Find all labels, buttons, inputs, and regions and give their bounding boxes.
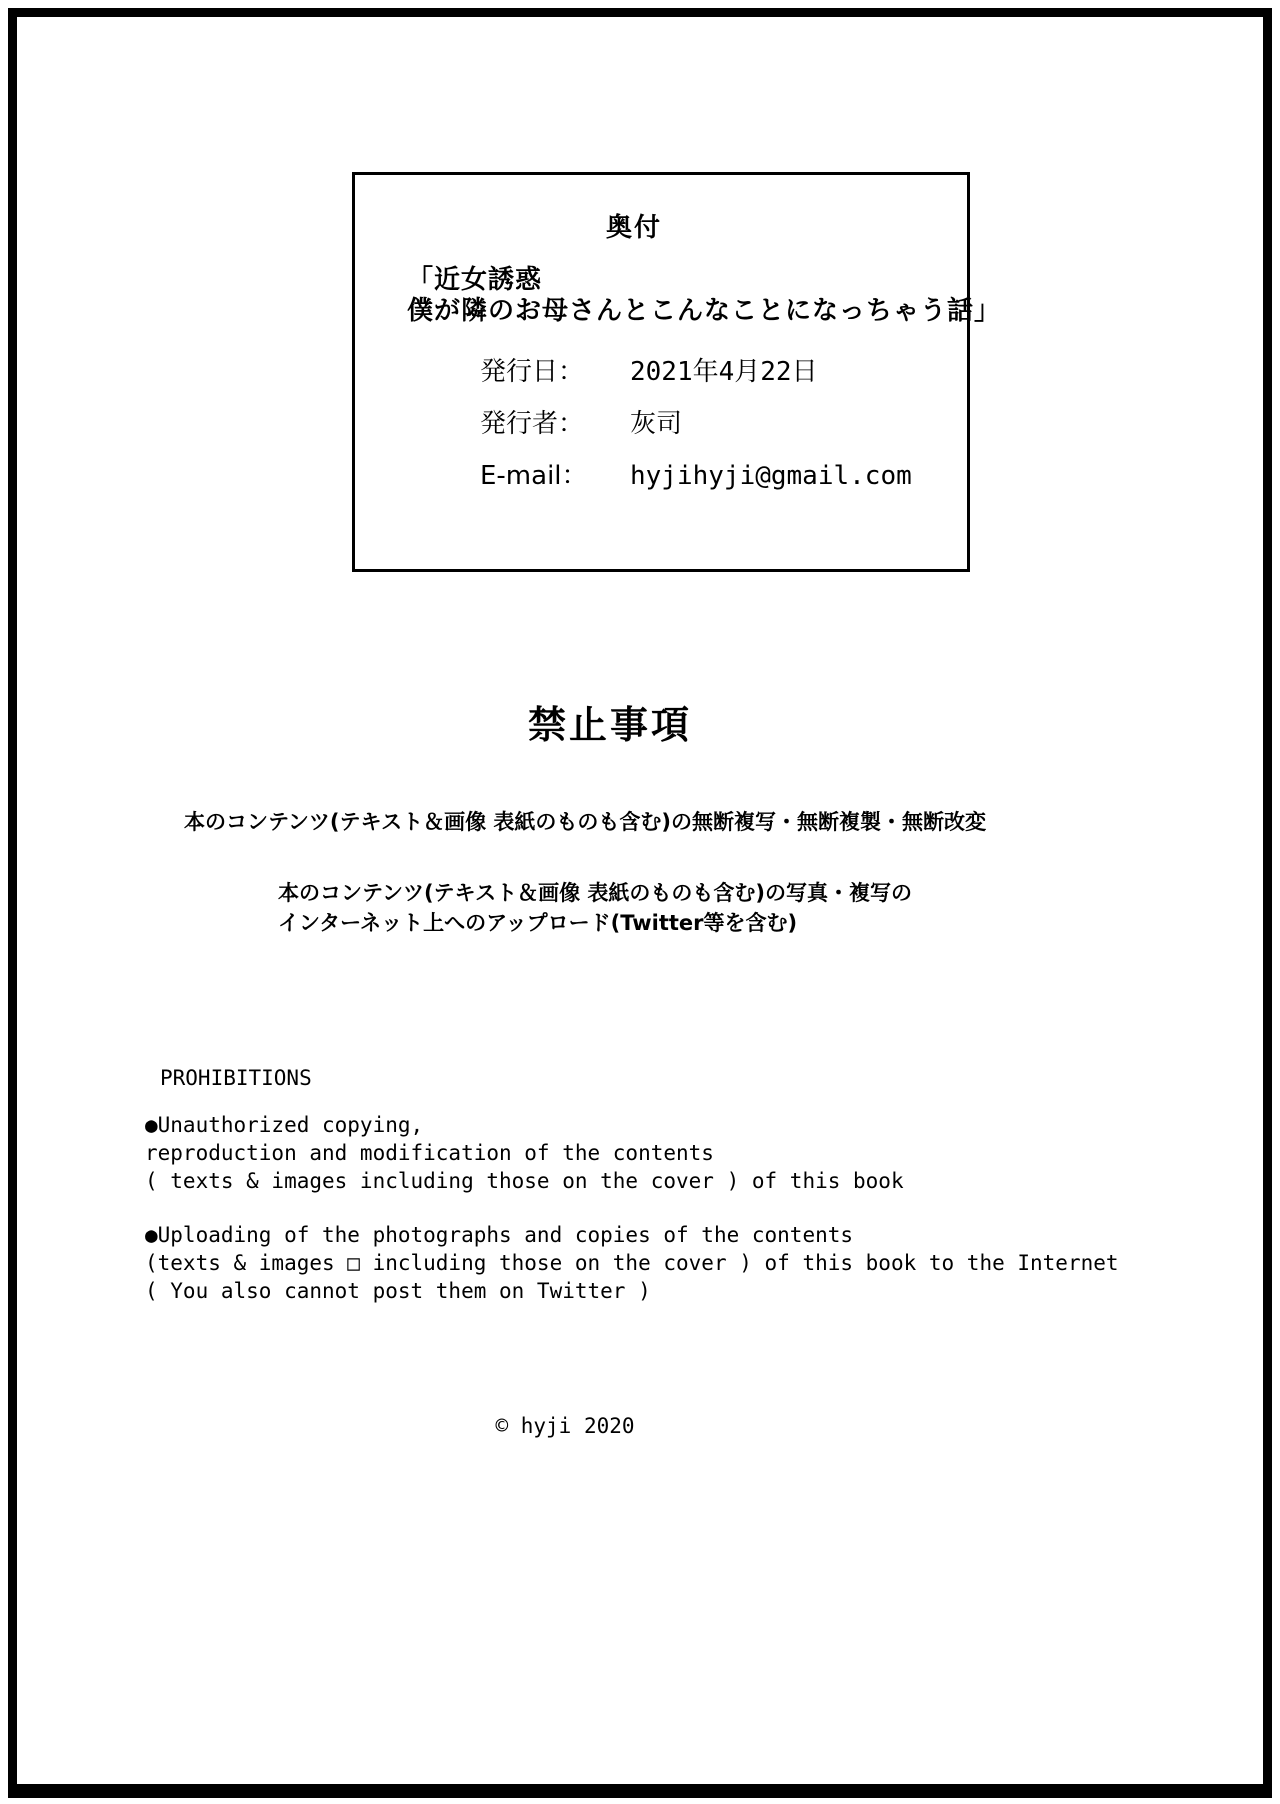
prohibition-en-upload-line3: ( You also cannot post them on Twitter ) — [145, 1279, 651, 1303]
prohibition-en-copying-line1: ●Unauthorized copying, — [145, 1113, 424, 1137]
publisher-row — [480, 411, 912, 438]
prohibition-ja-item-upload-line2: インターネット上へのアップロード(Twitter等を含む) — [278, 911, 798, 935]
paragraph-gap — [145, 1195, 1119, 1221]
publication-info — [480, 359, 912, 515]
prohibition-en-copying-line2: reproduction and modification of the contents — [145, 1141, 714, 1165]
publisher-label: 発行者： — [480, 409, 585, 439]
prohibition-ja-item-copying: 本のコンテンツ(テキスト＆画像 表紙のものも含む)の無断複写・無断複製・無断改変 — [183, 810, 987, 834]
book-title-line2: 僕が隣のお母さんとこんなことになっちゃう話」 — [407, 296, 1002, 326]
prohibition-ja-item-upload-line1: 本のコンテンツ(テキスト＆画像 表紙のものも含む)の写真・複写の — [278, 881, 913, 905]
colophon-heading: 奥付 — [605, 213, 662, 243]
publication-date-label: 発行日： — [480, 357, 585, 387]
prohibitions-en-heading: PROHIBITIONS — [160, 1066, 312, 1090]
email-row — [480, 463, 912, 490]
publisher-value: 灰司 — [630, 409, 683, 439]
book-title — [407, 265, 1001, 327]
email-value: hyjihyji@gmail.com — [630, 461, 912, 491]
email-label: E-mail： — [480, 461, 588, 491]
prohibition-ja-item-upload — [278, 878, 912, 938]
book-title-line1: 「近女誘惑 — [407, 265, 543, 295]
copyright-line: © hyji 2020 — [495, 1414, 635, 1438]
prohibition-en-copying-line3: ( texts & images including those on the cover ) of this book — [145, 1169, 904, 1193]
publication-date-value: 2021年4月22日 — [630, 357, 818, 387]
prohibition-en-upload-line1: ●Uploading of the photographs and copies of the contents — [145, 1223, 854, 1247]
colophon-box — [352, 172, 1002, 572]
prohibitions-en-body — [145, 1111, 1119, 1305]
publication-date-row — [480, 359, 912, 386]
prohibition-en-upload-line2: (texts & images □ including those on the cover ) of this book to the Internet — [145, 1251, 1119, 1275]
prohibitions-ja-heading: 禁止事項 — [527, 703, 692, 747]
